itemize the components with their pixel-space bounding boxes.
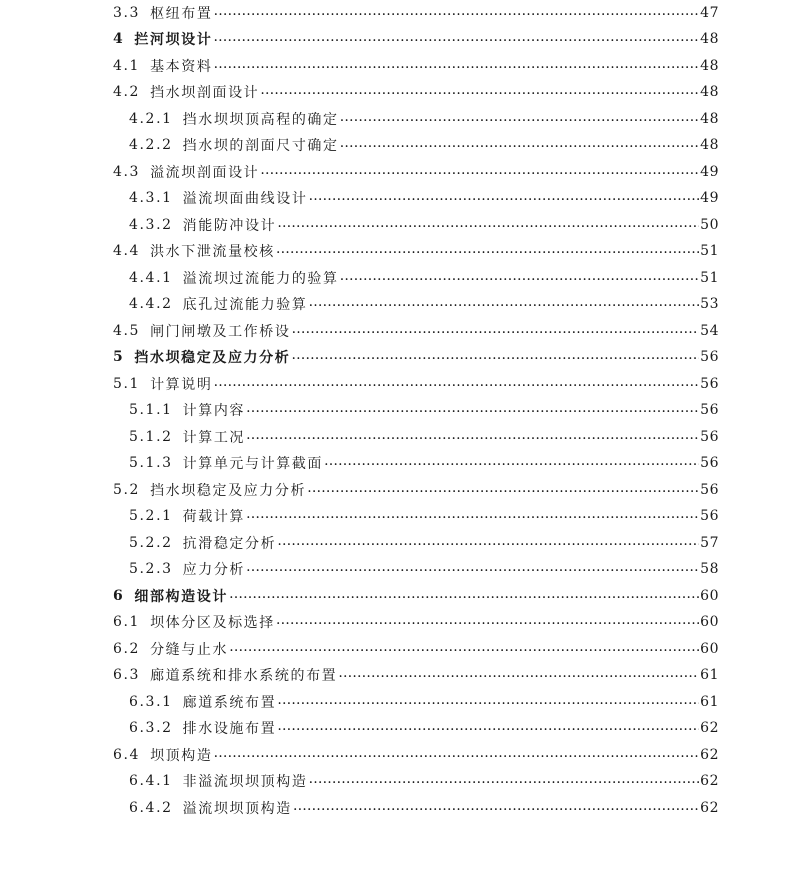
toc-entry[interactable] xyxy=(129,185,719,211)
toc-entry-title: 坝体分区及标选择 xyxy=(150,615,275,631)
toc-entry[interactable] xyxy=(113,79,719,105)
toc-entry-title: 挡水坝坝顶高程的确定 xyxy=(182,112,339,128)
dot-leader xyxy=(277,218,699,232)
dot-leader xyxy=(213,377,699,391)
toc-entry[interactable] xyxy=(129,556,719,582)
toc-entry[interactable] xyxy=(113,159,719,185)
toc-entry-page: 49 xyxy=(700,190,719,206)
dot-leader xyxy=(246,403,699,417)
toc-entry-number: 4.5 xyxy=(113,323,141,339)
toc-entry[interactable] xyxy=(113,583,719,609)
toc-entry-number: 6.3.2 xyxy=(129,720,173,736)
toc-entry-title: 消能防冲设计 xyxy=(182,218,277,234)
toc-entry[interactable] xyxy=(113,609,719,635)
dot-leader xyxy=(324,456,699,470)
toc-entry-number: 5.2.2 xyxy=(129,535,173,551)
toc-entry-title: 挡水坝剖面设计 xyxy=(150,85,260,101)
dot-leader xyxy=(246,562,699,576)
toc-entry-title: 拦河坝设计 xyxy=(134,32,213,48)
dot-leader xyxy=(229,589,699,603)
toc-entry-page: 48 xyxy=(700,31,719,47)
toc-entry-number: 6.4.1 xyxy=(129,773,173,789)
dot-leader xyxy=(246,430,699,444)
toc-entry-number: 4.1 xyxy=(113,58,141,74)
toc-entry-page: 62 xyxy=(700,720,719,736)
toc-entry[interactable] xyxy=(129,530,719,556)
toc-entry-title: 细部构造设计 xyxy=(134,589,228,605)
toc-entry[interactable] xyxy=(129,424,719,450)
toc-entry[interactable] xyxy=(113,477,719,503)
dot-leader xyxy=(213,6,699,20)
toc-entry-number: 5.1.1 xyxy=(129,402,173,418)
toc-entry-page: 56 xyxy=(700,508,719,524)
toc-entry-page: 51 xyxy=(700,270,719,286)
dot-leader xyxy=(338,668,699,682)
toc-entry-title: 廊道系统布置 xyxy=(182,695,277,711)
toc-entry-title: 溢流坝剖面设计 xyxy=(150,165,260,181)
toc-entry-page: 60 xyxy=(700,641,719,657)
toc-entry-number: 5.2.3 xyxy=(129,561,173,577)
toc-entry-page: 50 xyxy=(700,217,719,233)
toc-entry-title: 非溢流坝坝顶构造 xyxy=(182,774,308,790)
toc-entry[interactable] xyxy=(113,238,719,264)
toc-entry-page: 51 xyxy=(700,243,719,259)
toc-entry-title: 溢流坝坝顶构造 xyxy=(182,801,292,817)
toc-entry-number: 6.4.2 xyxy=(129,800,173,816)
toc-entry-number: 4 xyxy=(113,31,125,47)
dot-leader xyxy=(308,297,699,311)
toc-entry-number: 4.3.2 xyxy=(129,217,173,233)
toc-entry-number: 4.2.1 xyxy=(129,111,173,127)
toc-entry-page: 48 xyxy=(700,137,719,153)
toc-entry-number: 4.4.2 xyxy=(129,296,173,312)
toc-entry-title: 计算内容 xyxy=(182,403,246,419)
dot-leader xyxy=(277,536,699,550)
toc-entry-page: 56 xyxy=(700,349,719,365)
dot-leader xyxy=(260,165,699,179)
toc-entry[interactable] xyxy=(129,397,719,423)
toc-entry-title: 挡水坝的剖面尺寸确定 xyxy=(182,138,339,154)
toc-entry-page: 57 xyxy=(700,535,719,551)
toc-entry-title: 底孔过流能力验算 xyxy=(182,297,308,313)
toc-entry[interactable] xyxy=(129,795,719,821)
toc-entry-page: 56 xyxy=(700,402,719,418)
toc-entry-number: 3.3 xyxy=(113,5,141,21)
toc-entry-title: 应力分析 xyxy=(182,562,246,578)
toc-entry[interactable] xyxy=(129,503,719,529)
toc-entry[interactable] xyxy=(113,344,719,370)
toc-entry[interactable] xyxy=(113,318,719,344)
dot-leader xyxy=(213,59,699,73)
toc-entry[interactable] xyxy=(129,689,719,715)
toc-entry-page: 53 xyxy=(700,296,719,312)
toc-entry-page: 62 xyxy=(700,800,719,816)
toc-entry-number: 6.3 xyxy=(113,667,141,683)
toc-entry-title: 计算工况 xyxy=(182,430,246,446)
dot-leader xyxy=(293,801,699,815)
toc-entry[interactable] xyxy=(113,53,719,79)
toc-entry-page: 61 xyxy=(700,694,719,710)
dot-leader xyxy=(276,615,699,629)
dot-leader xyxy=(277,721,699,735)
toc-entry-title: 廊道系统和排水系统的布置 xyxy=(150,668,338,684)
toc-entry-title: 溢流坝面曲线设计 xyxy=(182,191,308,207)
toc-entry-title: 计算说明 xyxy=(150,377,213,393)
toc-entry-page: 56 xyxy=(700,455,719,471)
dot-leader xyxy=(213,32,699,46)
toc-entry-title: 坝顶构造 xyxy=(150,748,213,764)
toc-entry[interactable] xyxy=(129,212,719,238)
toc-entry-title: 基本资料 xyxy=(150,59,213,75)
toc-entry-page: 47 xyxy=(700,5,719,21)
dot-leader xyxy=(340,112,700,126)
dot-leader xyxy=(229,642,699,656)
dot-leader xyxy=(246,509,699,523)
toc-entry-page: 48 xyxy=(700,111,719,127)
toc-entry-title: 计算单元与计算截面 xyxy=(182,456,324,472)
dot-leader xyxy=(308,191,699,205)
toc-entry-number: 5.1.2 xyxy=(129,429,173,445)
toc-entry-page: 62 xyxy=(700,747,719,763)
toc-entry[interactable] xyxy=(113,26,719,52)
toc-entry-title: 荷载计算 xyxy=(182,509,246,525)
toc-entry-title: 分缝与止水 xyxy=(150,642,229,658)
dot-leader xyxy=(276,244,699,258)
toc-entry[interactable] xyxy=(129,450,719,476)
dot-leader xyxy=(260,85,699,99)
toc-entry[interactable] xyxy=(113,636,719,662)
toc-entry-title: 挡水坝稳定及应力分析 xyxy=(150,483,307,499)
toc-entry-page: 54 xyxy=(700,323,719,339)
toc-entry-title: 闸门闸墩及工作桥设 xyxy=(150,324,291,340)
toc-entry-number: 6.4 xyxy=(113,747,141,763)
toc-entry-title: 排水设施布置 xyxy=(182,721,277,737)
dot-leader xyxy=(277,695,699,709)
toc-entry-number: 5 xyxy=(113,349,125,365)
toc-entry[interactable] xyxy=(113,662,719,688)
toc-entry-page: 48 xyxy=(700,58,719,74)
toc-entry-number: 6.2 xyxy=(113,641,141,657)
toc-entry-title: 抗滑稳定分析 xyxy=(182,536,277,552)
toc-entry-page: 56 xyxy=(700,376,719,392)
dot-leader xyxy=(340,138,700,152)
toc-entry[interactable] xyxy=(129,715,719,741)
toc-entry-number: 6 xyxy=(113,588,125,604)
toc-entry-page: 48 xyxy=(700,84,719,100)
toc-entry-number: 4.4.1 xyxy=(129,270,173,286)
toc-entry[interactable] xyxy=(129,265,719,291)
toc-entry-page: 56 xyxy=(700,429,719,445)
toc-entry-number: 6.3.1 xyxy=(129,694,173,710)
dot-leader xyxy=(213,748,699,762)
toc-entry-page: 49 xyxy=(700,164,719,180)
toc-entry[interactable] xyxy=(129,291,719,317)
toc-entry-number: 5.1.3 xyxy=(129,455,173,471)
toc-entry-page: 60 xyxy=(700,588,719,604)
toc-entry[interactable] xyxy=(113,0,719,26)
dot-leader xyxy=(307,483,699,497)
toc-entry-page: 56 xyxy=(700,482,719,498)
toc-entry-page: 58 xyxy=(700,561,719,577)
toc-entry-title: 洪水下泄流量校核 xyxy=(150,244,275,260)
toc-entry[interactable] xyxy=(129,768,719,794)
toc-entry-number: 5.2.1 xyxy=(129,508,173,524)
toc-entry-title: 枢纽布置 xyxy=(150,6,213,22)
toc-entry[interactable] xyxy=(129,106,719,132)
toc-entry-number: 4.4 xyxy=(113,243,141,259)
dot-leader xyxy=(291,350,699,364)
toc-entry-number: 6.1 xyxy=(113,614,141,630)
toc-entry-number: 4.2.2 xyxy=(129,137,173,153)
toc-entry-page: 60 xyxy=(700,614,719,630)
toc-entry-number: 4.3 xyxy=(113,164,141,180)
dot-leader xyxy=(340,271,700,285)
toc-entry-title: 溢流坝过流能力的验算 xyxy=(182,271,339,287)
toc-entry-title: 挡水坝稳定及应力分析 xyxy=(134,350,291,366)
dot-leader xyxy=(291,324,699,338)
toc-entry-number: 5.2 xyxy=(113,482,141,498)
dot-leader xyxy=(308,774,699,788)
toc-entry-number: 4.2 xyxy=(113,84,141,100)
toc-entry-page: 62 xyxy=(700,773,719,789)
toc-entry[interactable] xyxy=(113,371,719,397)
toc-entry-number: 5.1 xyxy=(113,376,141,392)
toc-entry[interactable] xyxy=(129,132,719,158)
toc-entry-page: 61 xyxy=(700,667,719,683)
toc-entry[interactable] xyxy=(113,742,719,768)
toc-entry-number: 4.3.1 xyxy=(129,190,173,206)
